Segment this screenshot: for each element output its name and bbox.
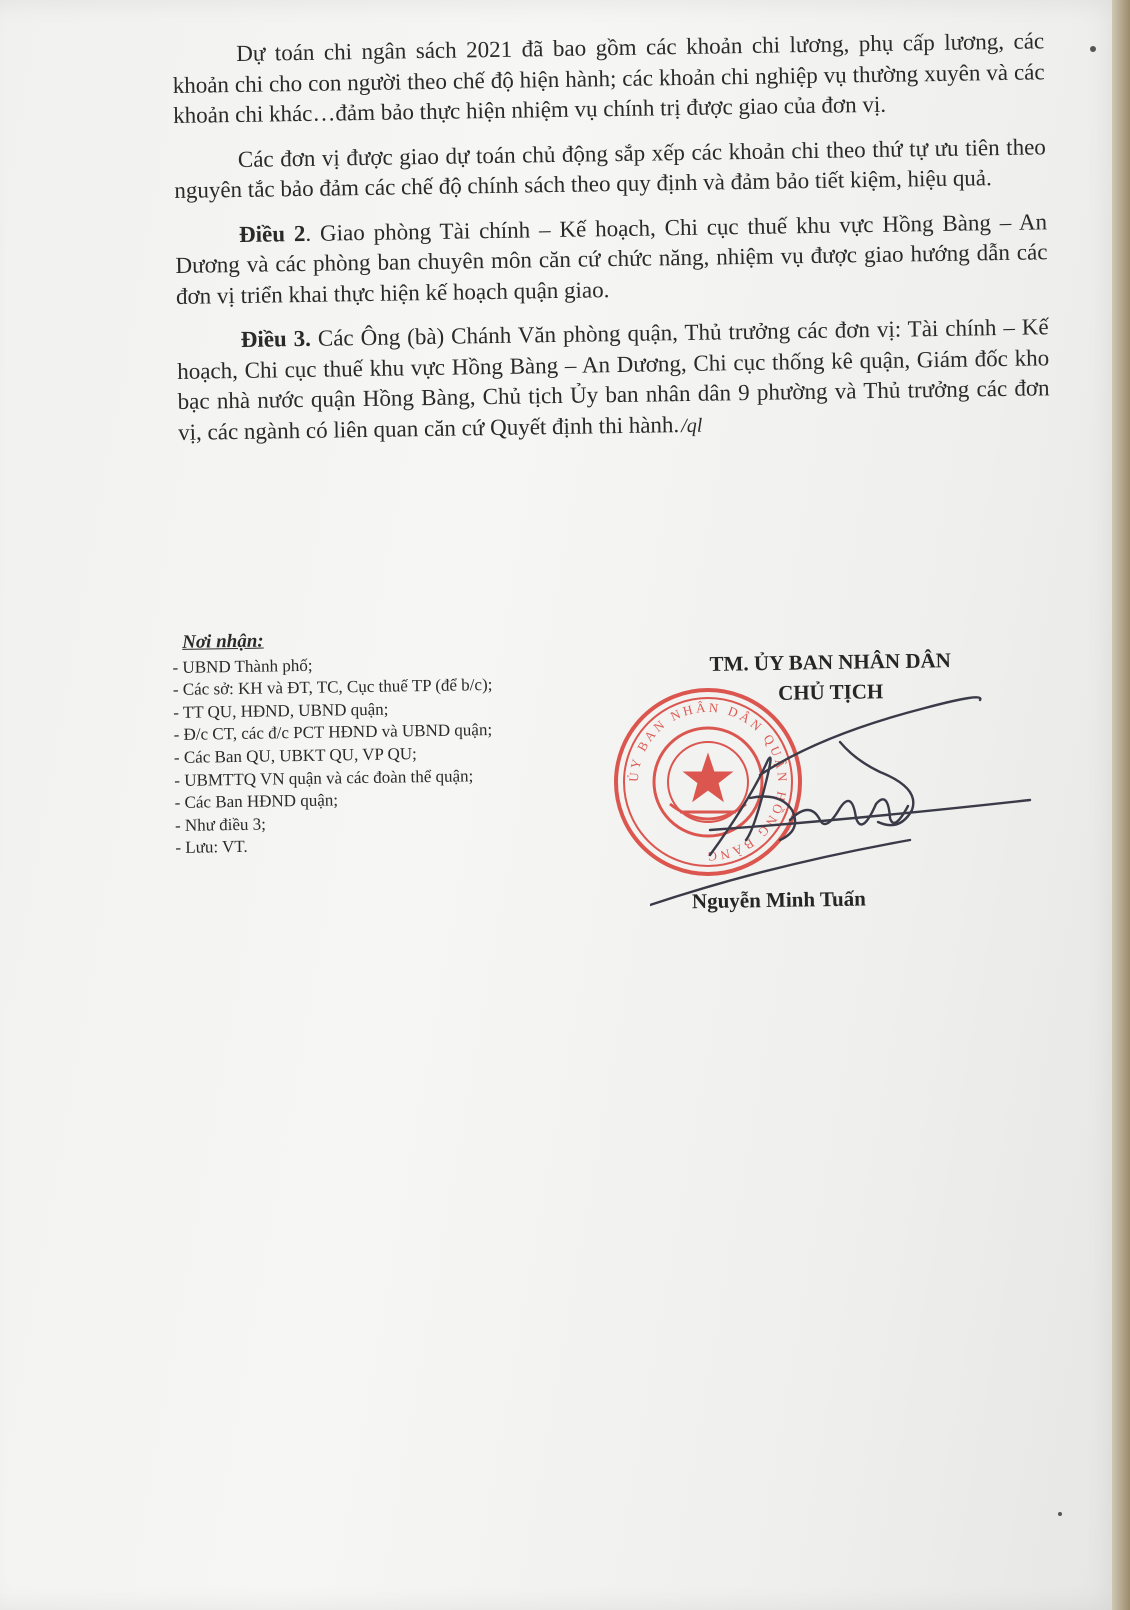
- article-2: [175, 207, 1048, 312]
- paper-speck: [1090, 46, 1096, 52]
- paragraph-budget: Dự toán chi ngân sách 2021 đã bao gồm các khoản chi lương, phụ cấp lương, các khoản chi cho con người theo chế độ hiện hành; các khoản chi nghiệp vụ thường xuyên và các khoản chi khác…đảm bảo thực hiện nhiệm vụ chính trị được giao của đơn vị.: [172, 28, 1045, 128]
- recipient-item: - UBMTTQ VN quận và các đoàn thể quận;: [174, 765, 474, 790]
- recipient-item: - UBND Thành phố;: [172, 655, 313, 677]
- initial-mark: /ql: [681, 414, 703, 437]
- handwritten-signature-icon: [650, 680, 1050, 910]
- recipient-item: - TT QU, HĐND, UBND quận;: [173, 699, 389, 722]
- paper-edge: [1112, 0, 1130, 1610]
- recipient-item: - Lưu: VT.: [175, 837, 248, 858]
- article-3-text: Các Ông (bà) Chánh Văn phòng quận, Thủ trưởng các đơn vị: Tài chính – Kế hoạch, Chi cục thuế khu vực Hồng Bàng – An Dương, Chi cục thống kê quận, Giám đốc kho bạc nhà nước quận Hồng Bàng, Chủ tịch Ủy ban nhân dân 9 phường và Thủ trưởng các đơn vị, các ngành có liên quan căn cứ Quyết định thi hành.: [177, 314, 1050, 445]
- recipient-item: - Các Ban QU, UBKT QU, VP QU;: [173, 744, 417, 767]
- recipient-item: - Đ/c CT, các đ/c PCT HĐND và UBND quận;: [173, 720, 493, 745]
- signatory-title: CHỦ TỊCH: [777, 679, 884, 705]
- paragraph-priority: Các đơn vị được giao dự toán chủ động sắp xếp các khoản chi theo thứ tự ưu tiên theo nguyên tắc bảo đảm các chế độ chính sách theo quy định và đảm bảo tiết kiệm, hiệu quả.: [174, 133, 1046, 203]
- recipients-block: [172, 625, 616, 860]
- document-body: [172, 26, 1051, 463]
- recipient-item: - Các Ban HĐND quận;: [174, 790, 339, 813]
- article-2-label: Điều 2: [238, 220, 306, 247]
- signatory-name: Nguyễn Minh Tuấn: [691, 886, 867, 914]
- paper-speck: [1058, 1512, 1062, 1516]
- recipient-item: - Các sở: KH và ĐT, TC, Cục thuế TP (để b/c);: [172, 675, 493, 700]
- recipient-item: - Như điều 3;: [174, 814, 267, 835]
- article-3-label: Điều 3.: [240, 325, 312, 352]
- article-3: [176, 312, 1050, 449]
- article-2-text: . Giao phòng Tài chính – Kế hoạch, Chi cục thuế khu vực Hồng Bàng – An Dương và các phòng ban chuyên môn căn cứ chức năng, nhiệm vụ được giao hướng dẫn các đơn vị triển khai thực hiện kế hoạch quận giao.: [175, 208, 1048, 309]
- recipients-list: [172, 650, 615, 860]
- recipients-heading: Nơi nhận:: [181, 630, 264, 653]
- signatory-org: TM. ỦY BAN NHÂN DÂN: [709, 648, 952, 676]
- seal-text: ỦY BAN NHÂN DÂN QUẬN HỒNG BÀNG: [625, 699, 791, 865]
